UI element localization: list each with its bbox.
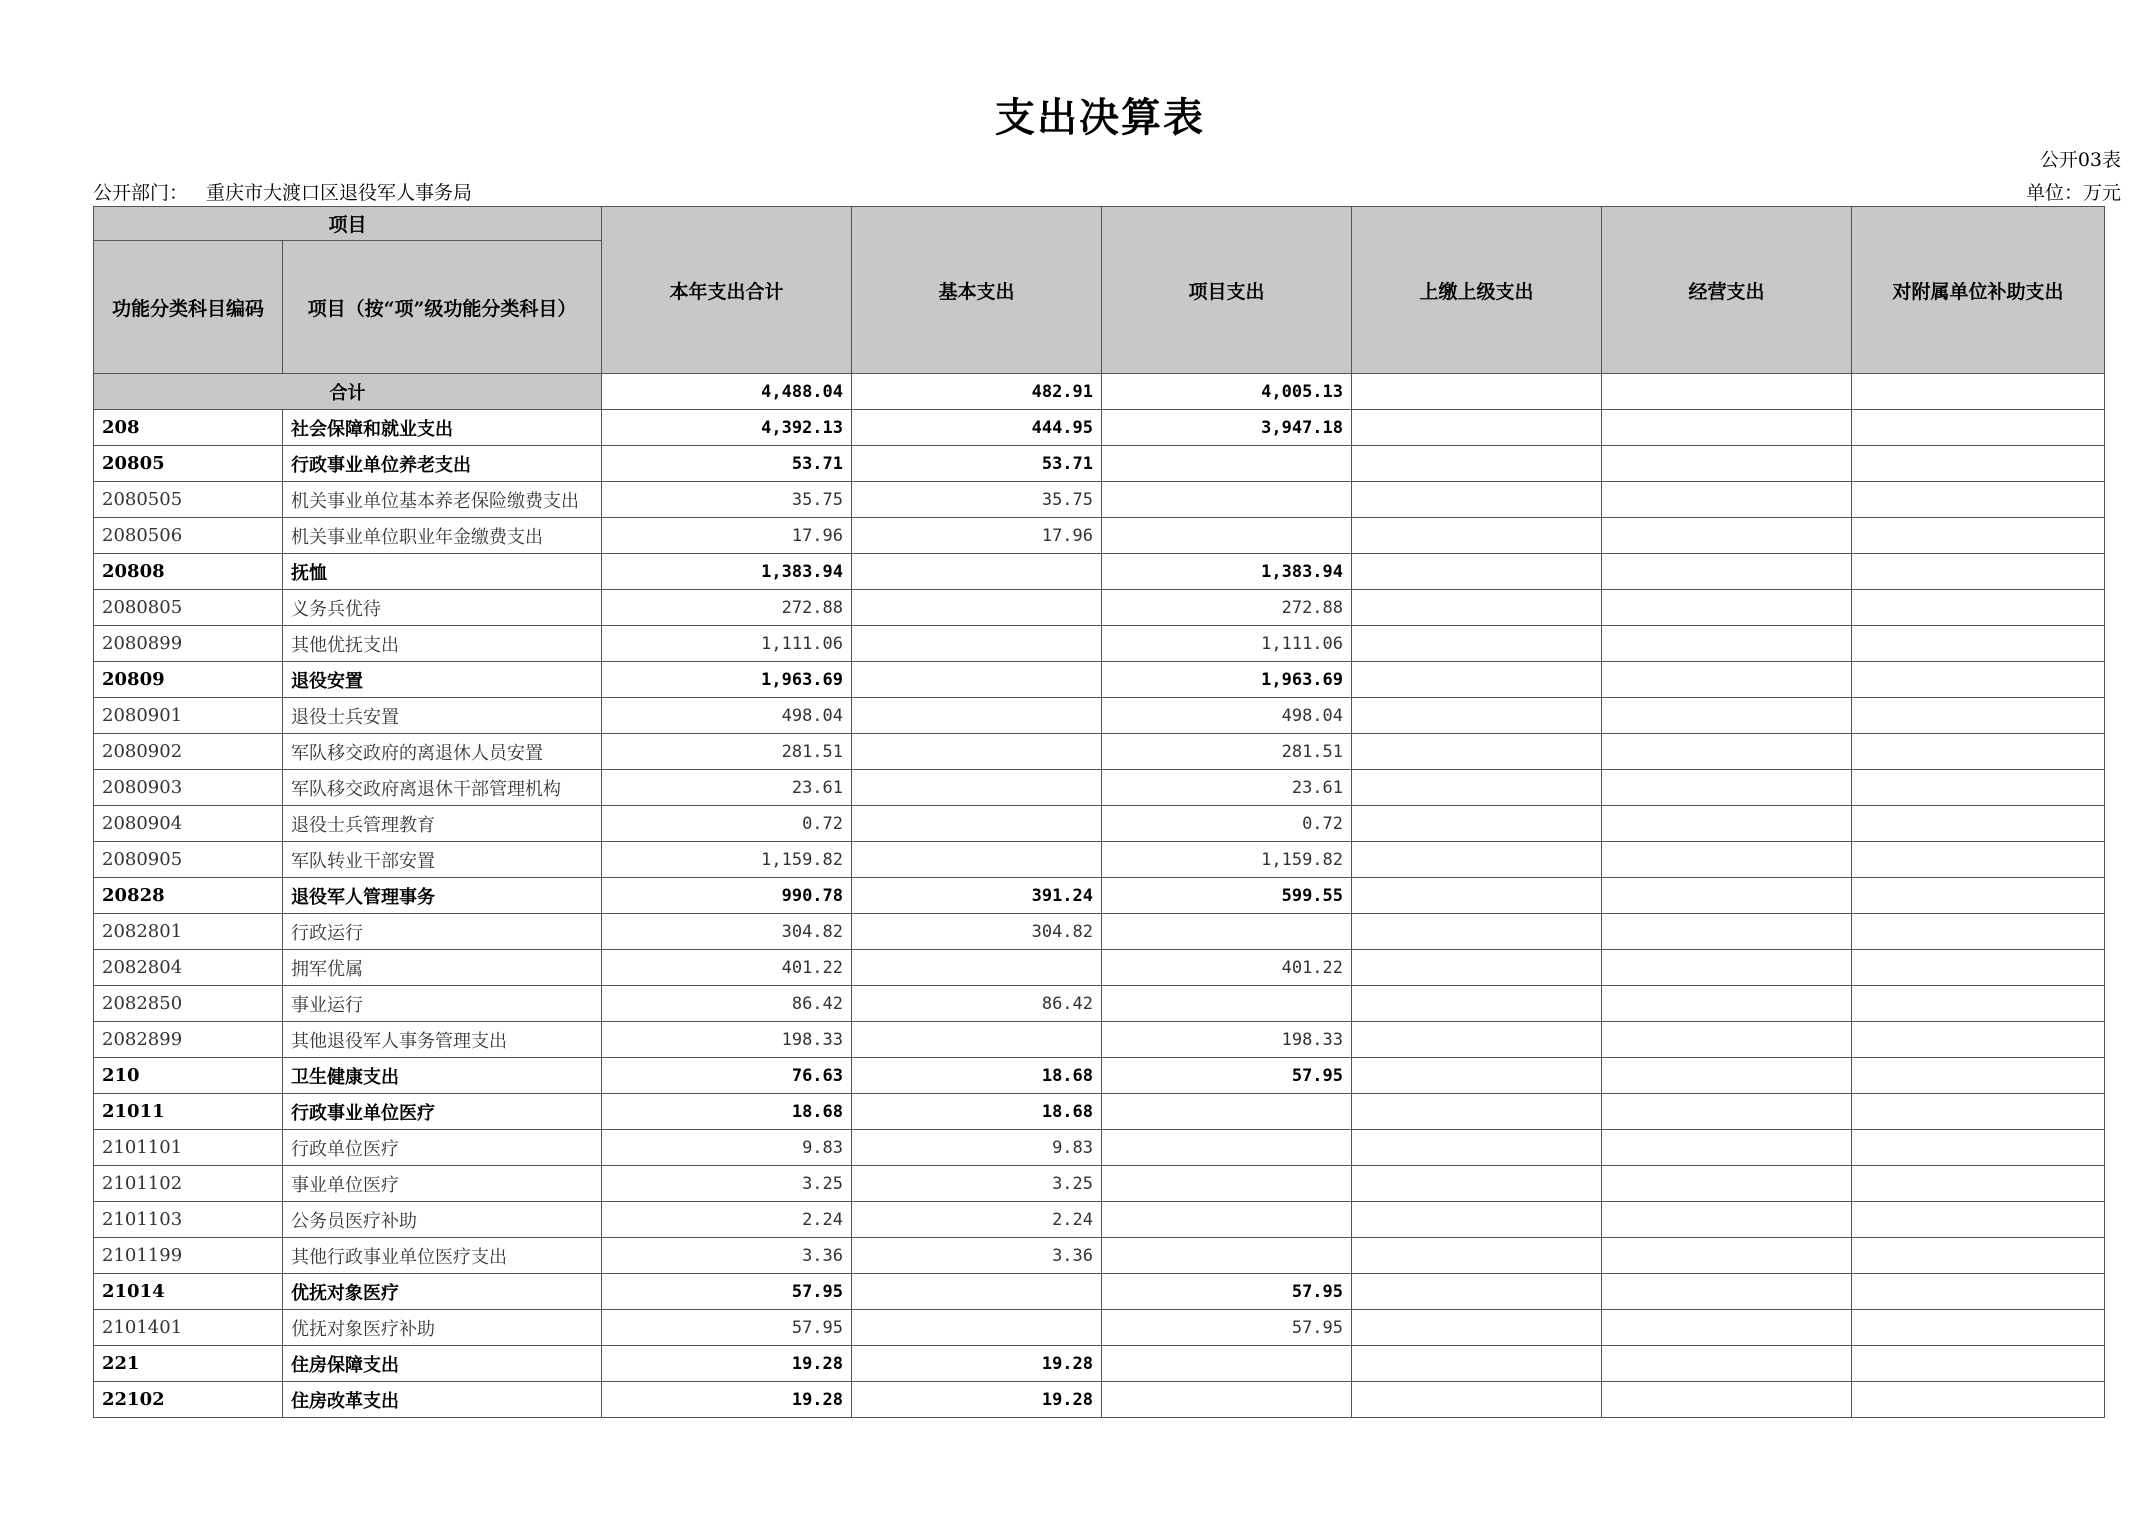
cell-business	[1602, 914, 1852, 950]
cell-basic: 9.83	[852, 1130, 1102, 1166]
cell-basic	[852, 842, 1102, 878]
cell-subsidy	[1852, 482, 2105, 518]
total-row	[94, 374, 2105, 410]
cell-subsidy	[1852, 1058, 2105, 1094]
cell-business	[1602, 986, 1852, 1022]
cell-upper	[1352, 626, 1602, 662]
cell-code: 2082899	[94, 1022, 283, 1058]
cell-upper	[1352, 446, 1602, 482]
cell-total: 9.83	[602, 1130, 852, 1166]
cell-project: 57.95	[1102, 1310, 1352, 1346]
cell-code: 2082804	[94, 950, 283, 986]
cell-total: 281.51	[602, 734, 852, 770]
cell-business	[1602, 1382, 1852, 1418]
table-row	[94, 1382, 2105, 1418]
cell-upper	[1352, 1346, 1602, 1382]
cell-project	[1102, 446, 1352, 482]
cell-project: 57.95	[1102, 1274, 1352, 1310]
cell-upper	[1352, 1310, 1602, 1346]
cell-basic	[852, 590, 1102, 626]
cell-name: 退役军人管理事务	[283, 878, 602, 914]
cell-code: 2101199	[94, 1238, 283, 1274]
cell-basic	[852, 1274, 1102, 1310]
table-row	[94, 482, 2105, 518]
header-total: 本年支出合计	[602, 207, 852, 374]
cell-upper	[1352, 1202, 1602, 1238]
cell-basic	[852, 1310, 1102, 1346]
cell-total: 35.75	[602, 482, 852, 518]
cell-total: 1,111.06	[602, 626, 852, 662]
header-business: 经营支出	[1602, 207, 1852, 374]
header-upper: 上缴上级支出	[1352, 207, 1602, 374]
cell-code: 20809	[94, 662, 283, 698]
cell-total: 1,963.69	[602, 662, 852, 698]
cell-name: 行政事业单位养老支出	[283, 446, 602, 482]
table-row	[94, 1022, 2105, 1058]
cell-subsidy	[1852, 590, 2105, 626]
page-title: 支出决算表	[995, 94, 1205, 141]
table-row	[94, 590, 2105, 626]
header-item-group: 项目	[94, 207, 602, 241]
cell-name: 住房改革支出	[283, 1382, 602, 1418]
cell-subsidy	[1852, 1346, 2105, 1382]
cell-subsidy	[1852, 626, 2105, 662]
cell-code: 2080805	[94, 590, 283, 626]
cell-basic: 2.24	[852, 1202, 1102, 1238]
cell-business	[1602, 554, 1852, 590]
cell-project: 198.33	[1102, 1022, 1352, 1058]
cell-basic	[852, 1022, 1102, 1058]
cell-total: 4,392.13	[602, 410, 852, 446]
cell-business	[1602, 950, 1852, 986]
cell-code: 2101103	[94, 1202, 283, 1238]
cell-project: 1,963.69	[1102, 662, 1352, 698]
cell-upper	[1352, 482, 1602, 518]
cell-project	[1102, 1238, 1352, 1274]
cell-subsidy	[1852, 1382, 2105, 1418]
cell-business	[1602, 806, 1852, 842]
cell-subsidy	[1852, 518, 2105, 554]
cell-upper	[1352, 698, 1602, 734]
cell-code: 2080899	[94, 626, 283, 662]
cell-business	[1602, 1310, 1852, 1346]
table-row	[94, 626, 2105, 662]
cell-name: 其他退役军人事务管理支出	[283, 1022, 602, 1058]
cell-business	[1602, 1130, 1852, 1166]
cell-basic: 17.96	[852, 518, 1102, 554]
cell-project: 272.88	[1102, 590, 1352, 626]
cell-total: 1,159.82	[602, 842, 852, 878]
cell-business	[1602, 590, 1852, 626]
cell-upper	[1352, 1130, 1602, 1166]
cell-basic: 35.75	[852, 482, 1102, 518]
cell-code: 2082801	[94, 914, 283, 950]
cell-project: 3,947.18	[1102, 410, 1352, 446]
cell-code: 2080505	[94, 482, 283, 518]
cell-total: 17.96	[602, 518, 852, 554]
cell-project	[1102, 1166, 1352, 1202]
cell-name: 军队移交政府离退休干部管理机构	[283, 770, 602, 806]
cell-total: 53.71	[602, 446, 852, 482]
cell-total: 272.88	[602, 590, 852, 626]
cell-basic	[852, 662, 1102, 698]
cell-name: 其他优抚支出	[283, 626, 602, 662]
cell-total: 304.82	[602, 914, 852, 950]
cell-subsidy	[1852, 662, 2105, 698]
cell-upper	[1352, 1094, 1602, 1130]
cell-basic: 3.25	[852, 1166, 1102, 1202]
cell-upper	[1352, 1238, 1602, 1274]
cell-subsidy	[1852, 446, 2105, 482]
cell-subsidy	[1852, 950, 2105, 986]
cell-total: 3.36	[602, 1238, 852, 1274]
cell-name: 行政运行	[283, 914, 602, 950]
cell-business	[1602, 1274, 1852, 1310]
table-row	[94, 878, 2105, 914]
table-row	[94, 1274, 2105, 1310]
cell-business	[1602, 1022, 1852, 1058]
table-row	[94, 410, 2105, 446]
table-row	[94, 950, 2105, 986]
cell-business	[1602, 1094, 1852, 1130]
cell-code: 2082850	[94, 986, 283, 1022]
table-row	[94, 1238, 2105, 1274]
cell-subsidy	[1852, 1166, 2105, 1202]
cell-upper	[1352, 1382, 1602, 1418]
cell-subsidy	[1852, 1274, 2105, 1310]
cell-name: 军队移交政府的离退休人员安置	[283, 734, 602, 770]
cell-name: 机关事业单位职业年金缴费支出	[283, 518, 602, 554]
cell-upper	[1352, 1274, 1602, 1310]
cell-project	[1102, 482, 1352, 518]
cell-total: 0.72	[602, 806, 852, 842]
cell-code: 2101101	[94, 1130, 283, 1166]
cell-upper	[1352, 842, 1602, 878]
cell-business	[1602, 878, 1852, 914]
total-cell-basic: 482.91	[852, 374, 1102, 410]
table-row	[94, 1166, 2105, 1202]
cell-total: 18.68	[602, 1094, 852, 1130]
cell-total: 57.95	[602, 1310, 852, 1346]
table-row	[94, 914, 2105, 950]
cell-project: 498.04	[1102, 698, 1352, 734]
table-row	[94, 518, 2105, 554]
cell-code: 21011	[94, 1094, 283, 1130]
cell-subsidy	[1852, 1238, 2105, 1274]
cell-subsidy	[1852, 1022, 2105, 1058]
cell-name: 抚恤	[283, 554, 602, 590]
department-value: 重庆市大渡口区退役军人事务局	[206, 182, 473, 204]
cell-business	[1602, 1202, 1852, 1238]
cell-name: 退役安置	[283, 662, 602, 698]
cell-code: 2080903	[94, 770, 283, 806]
cell-upper	[1352, 1022, 1602, 1058]
cell-code: 221	[94, 1346, 283, 1382]
cell-business	[1602, 518, 1852, 554]
cell-project: 281.51	[1102, 734, 1352, 770]
cell-code: 210	[94, 1058, 283, 1094]
cell-business	[1602, 1058, 1852, 1094]
header-code: 功能分类科目编码	[94, 241, 283, 374]
cell-upper	[1352, 770, 1602, 806]
cell-code: 208	[94, 410, 283, 446]
cell-subsidy	[1852, 698, 2105, 734]
department-line	[93, 178, 472, 205]
cell-business	[1602, 734, 1852, 770]
table-row	[94, 842, 2105, 878]
cell-basic: 444.95	[852, 410, 1102, 446]
cell-upper	[1352, 914, 1602, 950]
cell-total: 23.61	[602, 770, 852, 806]
table-header	[94, 207, 2105, 374]
cell-business	[1602, 446, 1852, 482]
cell-basic	[852, 626, 1102, 662]
cell-basic: 19.28	[852, 1382, 1102, 1418]
total-cell-business	[1602, 374, 1852, 410]
cell-upper	[1352, 518, 1602, 554]
cell-basic: 86.42	[852, 986, 1102, 1022]
cell-basic	[852, 806, 1102, 842]
cell-total: 1,383.94	[602, 554, 852, 590]
cell-project: 23.61	[1102, 770, 1352, 806]
cell-project: 0.72	[1102, 806, 1352, 842]
cell-subsidy	[1852, 410, 2105, 446]
cell-name: 行政单位医疗	[283, 1130, 602, 1166]
cell-total: 57.95	[602, 1274, 852, 1310]
cell-code: 2101401	[94, 1310, 283, 1346]
cell-upper	[1352, 950, 1602, 986]
cell-name: 拥军优属	[283, 950, 602, 986]
unit-label: 单位：万元	[2025, 182, 2121, 204]
cell-code: 22102	[94, 1382, 283, 1418]
cell-name: 公务员医疗补助	[283, 1202, 602, 1238]
cell-upper	[1352, 662, 1602, 698]
cell-project	[1102, 1202, 1352, 1238]
total-cell-project: 4,005.13	[1102, 374, 1352, 410]
cell-subsidy	[1852, 806, 2105, 842]
cell-name: 义务兵优待	[283, 590, 602, 626]
cell-name: 退役士兵安置	[283, 698, 602, 734]
cell-project: 1,383.94	[1102, 554, 1352, 590]
cell-business	[1602, 770, 1852, 806]
cell-basic	[852, 554, 1102, 590]
cell-project	[1102, 1130, 1352, 1166]
cell-upper	[1352, 986, 1602, 1022]
cell-basic	[852, 770, 1102, 806]
cell-total: 2.24	[602, 1202, 852, 1238]
cell-basic	[852, 734, 1102, 770]
cell-name: 事业运行	[283, 986, 602, 1022]
cell-project	[1102, 986, 1352, 1022]
table-row	[94, 770, 2105, 806]
cell-project: 599.55	[1102, 878, 1352, 914]
cell-business	[1602, 626, 1852, 662]
cell-subsidy	[1852, 554, 2105, 590]
cell-name: 住房保障支出	[283, 1346, 602, 1382]
cell-name: 军队转业干部安置	[283, 842, 602, 878]
cell-basic: 3.36	[852, 1238, 1102, 1274]
cell-project: 1,159.82	[1102, 842, 1352, 878]
cell-upper	[1352, 590, 1602, 626]
cell-basic: 53.71	[852, 446, 1102, 482]
cell-subsidy	[1852, 1094, 2105, 1130]
cell-name: 优抚对象医疗	[283, 1274, 602, 1310]
cell-name: 优抚对象医疗补助	[283, 1310, 602, 1346]
cell-subsidy	[1852, 1130, 2105, 1166]
table-row	[94, 1346, 2105, 1382]
cell-business	[1602, 698, 1852, 734]
cell-total: 19.28	[602, 1382, 852, 1418]
cell-name: 事业单位医疗	[283, 1166, 602, 1202]
cell-basic: 19.28	[852, 1346, 1102, 1382]
cell-business	[1602, 410, 1852, 446]
cell-basic	[852, 950, 1102, 986]
cell-total: 990.78	[602, 878, 852, 914]
cell-code: 2080506	[94, 518, 283, 554]
cell-upper	[1352, 1166, 1602, 1202]
cell-code: 2101102	[94, 1166, 283, 1202]
cell-upper	[1352, 806, 1602, 842]
total-cell-upper	[1352, 374, 1602, 410]
table-row	[94, 1310, 2105, 1346]
cell-code: 2080904	[94, 806, 283, 842]
cell-upper	[1352, 1058, 1602, 1094]
cell-code: 2080901	[94, 698, 283, 734]
cell-basic: 18.68	[852, 1094, 1102, 1130]
cell-name: 卫生健康支出	[283, 1058, 602, 1094]
cell-project	[1102, 914, 1352, 950]
cell-business	[1602, 1238, 1852, 1274]
cell-name: 退役士兵管理教育	[283, 806, 602, 842]
cell-upper	[1352, 734, 1602, 770]
form-number: 公开03表	[2039, 149, 2121, 171]
cell-basic: 18.68	[852, 1058, 1102, 1094]
table-row	[94, 734, 2105, 770]
cell-code: 20828	[94, 878, 283, 914]
cell-project	[1102, 1094, 1352, 1130]
cell-subsidy	[1852, 1310, 2105, 1346]
cell-project: 57.95	[1102, 1058, 1352, 1094]
cell-project: 401.22	[1102, 950, 1352, 986]
table-row	[94, 1130, 2105, 1166]
cell-subsidy	[1852, 770, 2105, 806]
cell-subsidy	[1852, 878, 2105, 914]
cell-project	[1102, 1382, 1352, 1418]
department-label: 公开部门：	[93, 182, 189, 204]
cell-name: 其他行政事业单位医疗支出	[283, 1238, 602, 1274]
table-row	[94, 1094, 2105, 1130]
header-basic: 基本支出	[852, 207, 1102, 374]
cell-total: 76.63	[602, 1058, 852, 1094]
cell-business	[1602, 842, 1852, 878]
cell-name: 机关事业单位基本养老保险缴费支出	[283, 482, 602, 518]
cell-subsidy	[1852, 1202, 2105, 1238]
cell-total: 401.22	[602, 950, 852, 986]
cell-project	[1102, 518, 1352, 554]
cell-name: 行政事业单位医疗	[283, 1094, 602, 1130]
cell-total: 86.42	[602, 986, 852, 1022]
cell-code: 20805	[94, 446, 283, 482]
table-row	[94, 662, 2105, 698]
cell-name: 社会保障和就业支出	[283, 410, 602, 446]
cell-subsidy	[1852, 734, 2105, 770]
cell-business	[1602, 1166, 1852, 1202]
cell-total: 498.04	[602, 698, 852, 734]
cell-total: 198.33	[602, 1022, 852, 1058]
cell-code: 20808	[94, 554, 283, 590]
table-row	[94, 986, 2105, 1022]
table-row	[94, 698, 2105, 734]
header-project: 项目支出	[1102, 207, 1352, 374]
cell-code: 2080902	[94, 734, 283, 770]
table-row	[94, 1058, 2105, 1094]
total-label: 合计	[94, 374, 602, 410]
cell-subsidy	[1852, 842, 2105, 878]
table-row	[94, 806, 2105, 842]
expenditure-table	[93, 206, 2105, 1418]
table-row	[94, 1202, 2105, 1238]
cell-upper	[1352, 554, 1602, 590]
header-subsidy: 对附属单位补助支出	[1852, 207, 2105, 374]
cell-basic: 304.82	[852, 914, 1102, 950]
cell-project	[1102, 1346, 1352, 1382]
table-row	[94, 554, 2105, 590]
cell-business	[1602, 1346, 1852, 1382]
cell-code: 21014	[94, 1274, 283, 1310]
cell-total: 19.28	[602, 1346, 852, 1382]
cell-business	[1602, 482, 1852, 518]
cell-total: 3.25	[602, 1166, 852, 1202]
total-cell-total: 4,488.04	[602, 374, 852, 410]
table-row	[94, 446, 2105, 482]
header-name: 项目（按“项”级功能分类科目）	[283, 241, 602, 374]
cell-upper	[1352, 410, 1602, 446]
cell-code: 2080905	[94, 842, 283, 878]
table-body	[94, 374, 2105, 1418]
cell-business	[1602, 662, 1852, 698]
cell-upper	[1352, 878, 1602, 914]
cell-basic: 391.24	[852, 878, 1102, 914]
cell-subsidy	[1852, 986, 2105, 1022]
total-cell-subsidy	[1852, 374, 2105, 410]
cell-subsidy	[1852, 914, 2105, 950]
cell-project: 1,111.06	[1102, 626, 1352, 662]
cell-basic	[852, 698, 1102, 734]
